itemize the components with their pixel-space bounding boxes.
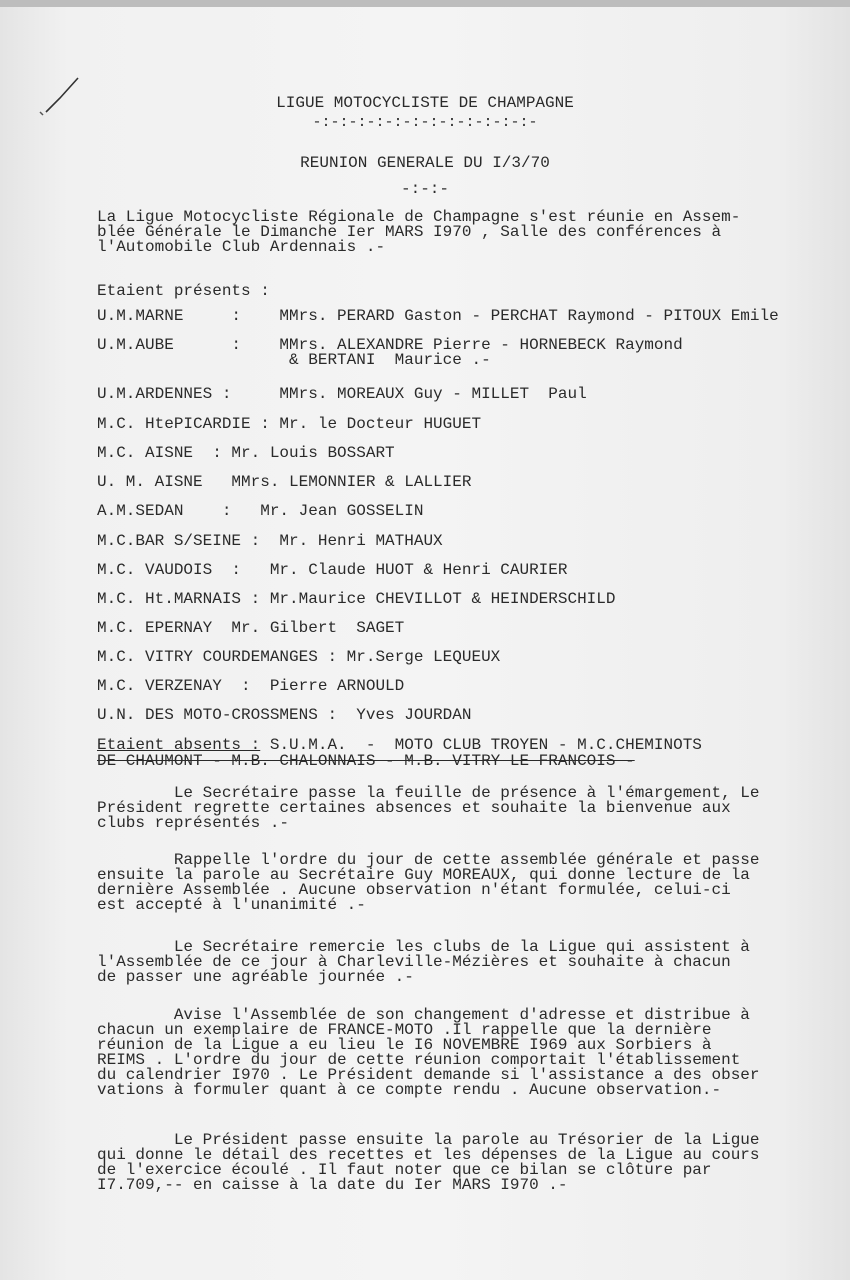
- subtitle-rule: -:-:-: [400, 180, 449, 198]
- attendee-row: U.N. DES MOTO-CROSSMENS : Yves JOURDAN: [97, 706, 472, 724]
- attendee-row: M.C. AISNE : Mr. Louis BOSSART: [97, 444, 395, 462]
- absent-label: Etaient absents :: [97, 736, 261, 754]
- attendee-row: M.C.BAR S/SEINE : Mr. Henri MATHAUX: [97, 532, 443, 550]
- absent-clubs: S.U.M.A. - MOTO CLUB TROYEN - M.C.CHEMINOTS: [260, 736, 702, 754]
- attendee-row: U. M. AISNE MMrs. LEMONNIER & LALLIER: [97, 473, 472, 491]
- page-top-edge: [0, 0, 850, 7]
- attendee-row: U.M.MARNE : MMrs. PERARD Gaston - PERCHAT Raymond - PITOUX Emile: [97, 307, 779, 325]
- title-rule: -:-:-:-:-:-:-:-:-:-:-:-:-: [312, 114, 538, 131]
- meeting-subtitle: REUNION GENERALE DU I/3/70: [300, 154, 550, 172]
- attendee-row: M.C. Ht.MARNAIS : Mr.Maurice CHEVILLOT & HEINDERSCHILD: [97, 590, 616, 608]
- attendee-row: A.M.SEDAN : Mr. Jean GOSSELIN: [97, 502, 424, 520]
- present-label: Etaient présents :: [97, 282, 270, 300]
- absent-clubs-continued: [97, 753, 635, 770]
- attendee-row: M.C. EPERNAY Mr. Gilbert SAGET: [97, 619, 405, 637]
- attendee-row: M.C. VITRY COURDEMANGES : Mr.Serge LEQUEUX: [97, 648, 501, 666]
- attendee-row: U.M.AUBE : MMrs. ALEXANDRE Pierre - HORNEBECK Raymond & BERTANI Maurice .-: [97, 336, 683, 369]
- absent-clubs-line2: DE CHAUMONT - M.B. CHALONNAIS - M.B. VITRY LE FRANCOIS -: [97, 752, 635, 770]
- intro-paragraph: La Ligue Motocycliste Régionale de Champagne s'est réunie en Assem- blée Générale le Dimanche Ier MARS I970 , Salle des conférences à l'Automobile Club Ardennais .-: [97, 208, 741, 256]
- paragraph-treasurer: Le Président passe ensuite la parole au Trésorier de la Ligue qui donne le détail des recettes et les dépenses de la Ligue au cours de l'exercice écoulé . Il faut noter que ce bilan se clôture par I7.709,-- en caisse à la date du Ier MARS I970 .-: [97, 1131, 760, 1194]
- paragraph-attendance: Le Secrétaire passe la feuille de présence à l'émargement, Le Président regrette certaines absences et souhaite la bienvenue aux clubs représentés .-: [97, 784, 760, 832]
- attendee-row: U.M.ARDENNES : MMrs. MOREAUX Guy - MILLET Paul: [97, 385, 587, 403]
- paragraph-agenda: Rappelle l'ordre du jour de cette assemblée générale et passe ensuite la parole au Secrétaire Guy MOREAUX, qui donne lecture de la dernière Assemblée . Aucune observation n'étant formulée, celui-ci est accepté à l'unanimité .-: [97, 851, 760, 914]
- attendee-row: M.C. VERZENAY : Pierre ARNOULD: [97, 677, 405, 695]
- document-title: LIGUE MOTOCYCLISTE DE CHAMPAGNE: [276, 94, 574, 112]
- paragraph-address: Avise l'Assemblée de son changement d'adresse et distribue à chacun un exemplaire de FRANCE-MOTO .Il rappelle que la dernière réunion de la Ligue a eu lieu le I6 NOVEMBRE I969 aux Sorbiers à REIMS . L'ordre du jour de cette réunion comportait l'établissement du calendrier I970 . Le Président demande si l'assistance a des obser vations à formuler quant à ce compte rendu . Aucune observation.-: [97, 1006, 760, 1099]
- paragraph-thanks: Le Secrétaire remercie les clubs de la Ligue qui assistent à l'Assemblée de ce jour à Charleville-Mézières et souhaite à chacun de passer une agréable journée .-: [97, 938, 750, 986]
- attendee-row: M.C. HtePICARDIE : Mr. le Docteur HUGUET: [97, 415, 482, 433]
- attendee-row: M.C. VAUDOIS : Mr. Claude HUOT & Henri CAURIER: [97, 561, 568, 579]
